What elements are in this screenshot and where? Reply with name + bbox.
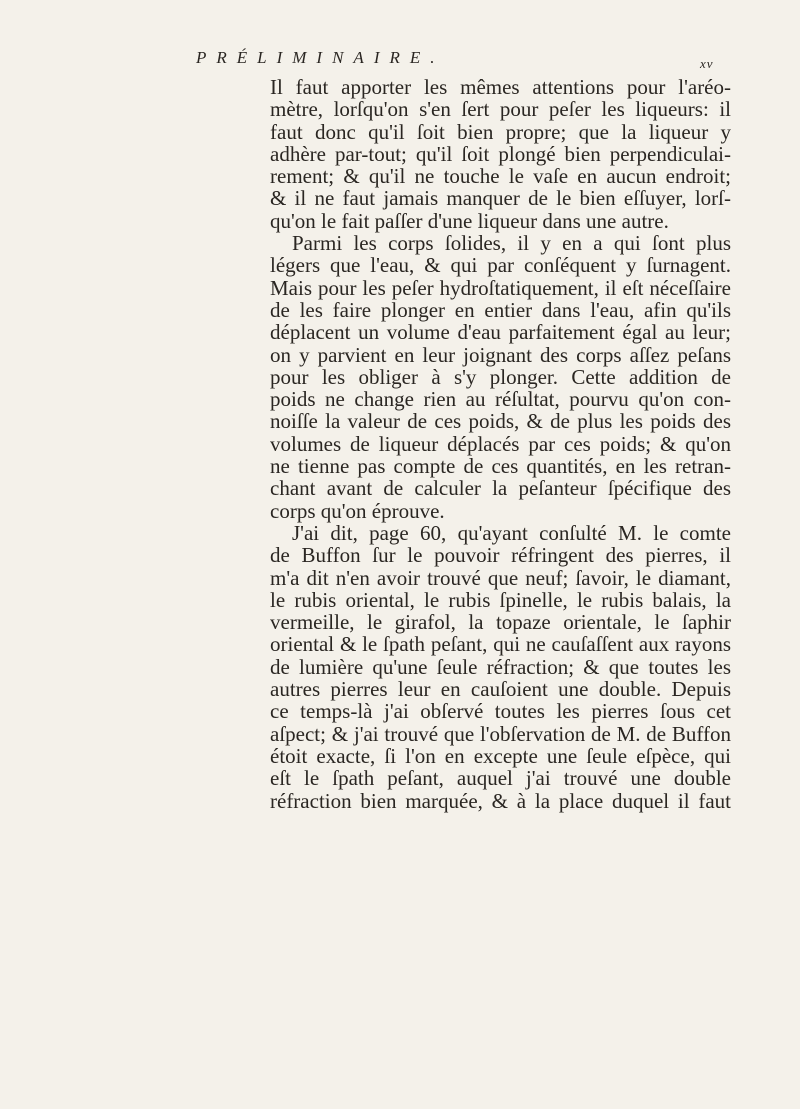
text-line: qu'on le fait paſſer d'une liqueur dans une autre. — [270, 208, 669, 233]
running-title: PRÉLIMINAIRE. — [196, 48, 445, 67]
body-text — [248, 76, 731, 812]
text-line: légers que l'eau, & qui par conſéquent y ſurnagent. — [270, 253, 731, 278]
text-line: chant avant de calculer la peſanteur ſpécifique des — [270, 476, 731, 501]
text-line: & il ne faut jamais manquer de le bien eſſuyer, lorſ- — [270, 186, 731, 211]
text-line: on y parvient en leur joignant des corps aſſez peſans — [270, 342, 731, 367]
text-line: autres pierres leur en cauſoient une double. Depuis — [270, 677, 731, 702]
text-line: oriental & le ſpath peſant, qui ne cauſaſſent aux rayons — [270, 632, 731, 657]
text-line: de les faire plonger en entier dans l'eau, afin qu'ils — [270, 297, 731, 322]
text-line: Il faut apporter les mêmes attentions pour l'aréo- — [270, 75, 731, 99]
text-line: eſt le ſpath peſant, auquel j'ai trouvé une double — [270, 766, 731, 791]
text-line: le rubis oriental, le rubis ſpinelle, le rubis balais, la — [270, 587, 731, 612]
text-line: ne tienne pas compte de ces quantités, en les retran- — [270, 454, 731, 479]
page-number: xv — [700, 56, 714, 71]
text-line: étoit exacte, ſi l'on en excepte une ſeule eſpèce, qui — [270, 743, 731, 768]
text-line: faut donc qu'il ſoit bien propre; que la liqueur y — [270, 119, 731, 144]
text-line: Mais pour les peſer hydroſtatiquement, il eſt néceſſaire — [270, 275, 731, 300]
text-line: réfraction bien marquée, & à la place duquel il faut — [270, 788, 731, 813]
text-line: aſpect; & j'ai trouvé que l'obſervation de M. de Buffon — [270, 721, 731, 746]
text-line: déplacent un volume d'eau parfaitement égal au leur; — [270, 320, 731, 345]
text-line: J'ai dit, page 60, qu'ayant conſulté M. le comte — [292, 520, 731, 545]
text-line: de lumière qu'une ſeule réfraction; & que toutes les — [270, 654, 731, 679]
paragraph-areometer — [248, 76, 731, 232]
running-head — [0, 44, 800, 74]
paragraph-refraction — [248, 522, 731, 812]
text-line: m'a dit n'en avoir trouvé que neuf; ſavoir, le diamant, — [270, 565, 731, 590]
text-line: poids ne change rien au réſultat, pourvu qu'on con- — [270, 387, 731, 412]
text-line: de Buffon ſur le pouvoir réfringent des pierres, il — [270, 543, 731, 568]
paragraph-solid-bodies — [248, 232, 731, 522]
text-line: rement; & qu'il ne touche le vaſe en aucun endroit; — [270, 164, 731, 189]
text-line: volumes de liqueur déplacés par ces poids; & qu'on — [270, 431, 731, 456]
text-line: noiſſe la valeur de ces poids, & de plus les poids des — [270, 409, 731, 434]
text-line: ce temps-là j'ai obſervé toutes les pierres ſous cet — [270, 699, 731, 724]
text-line: vermeille, le girafol, la topaze orientale, le ſaphir — [270, 610, 731, 635]
text-line: pour les obliger à s'y plonger. Cette addition de — [270, 364, 731, 389]
text-line: corps qu'on éprouve. — [270, 498, 445, 523]
text-line: mètre, lorſqu'on s'en ſert pour peſer les liqueurs: il — [270, 97, 731, 122]
text-line: adhère par-tout; qu'il ſoit plongé bien perpendiculai- — [270, 141, 731, 166]
text-line: Parmi les corps ſolides, il y en a qui ſont plus — [292, 231, 731, 256]
